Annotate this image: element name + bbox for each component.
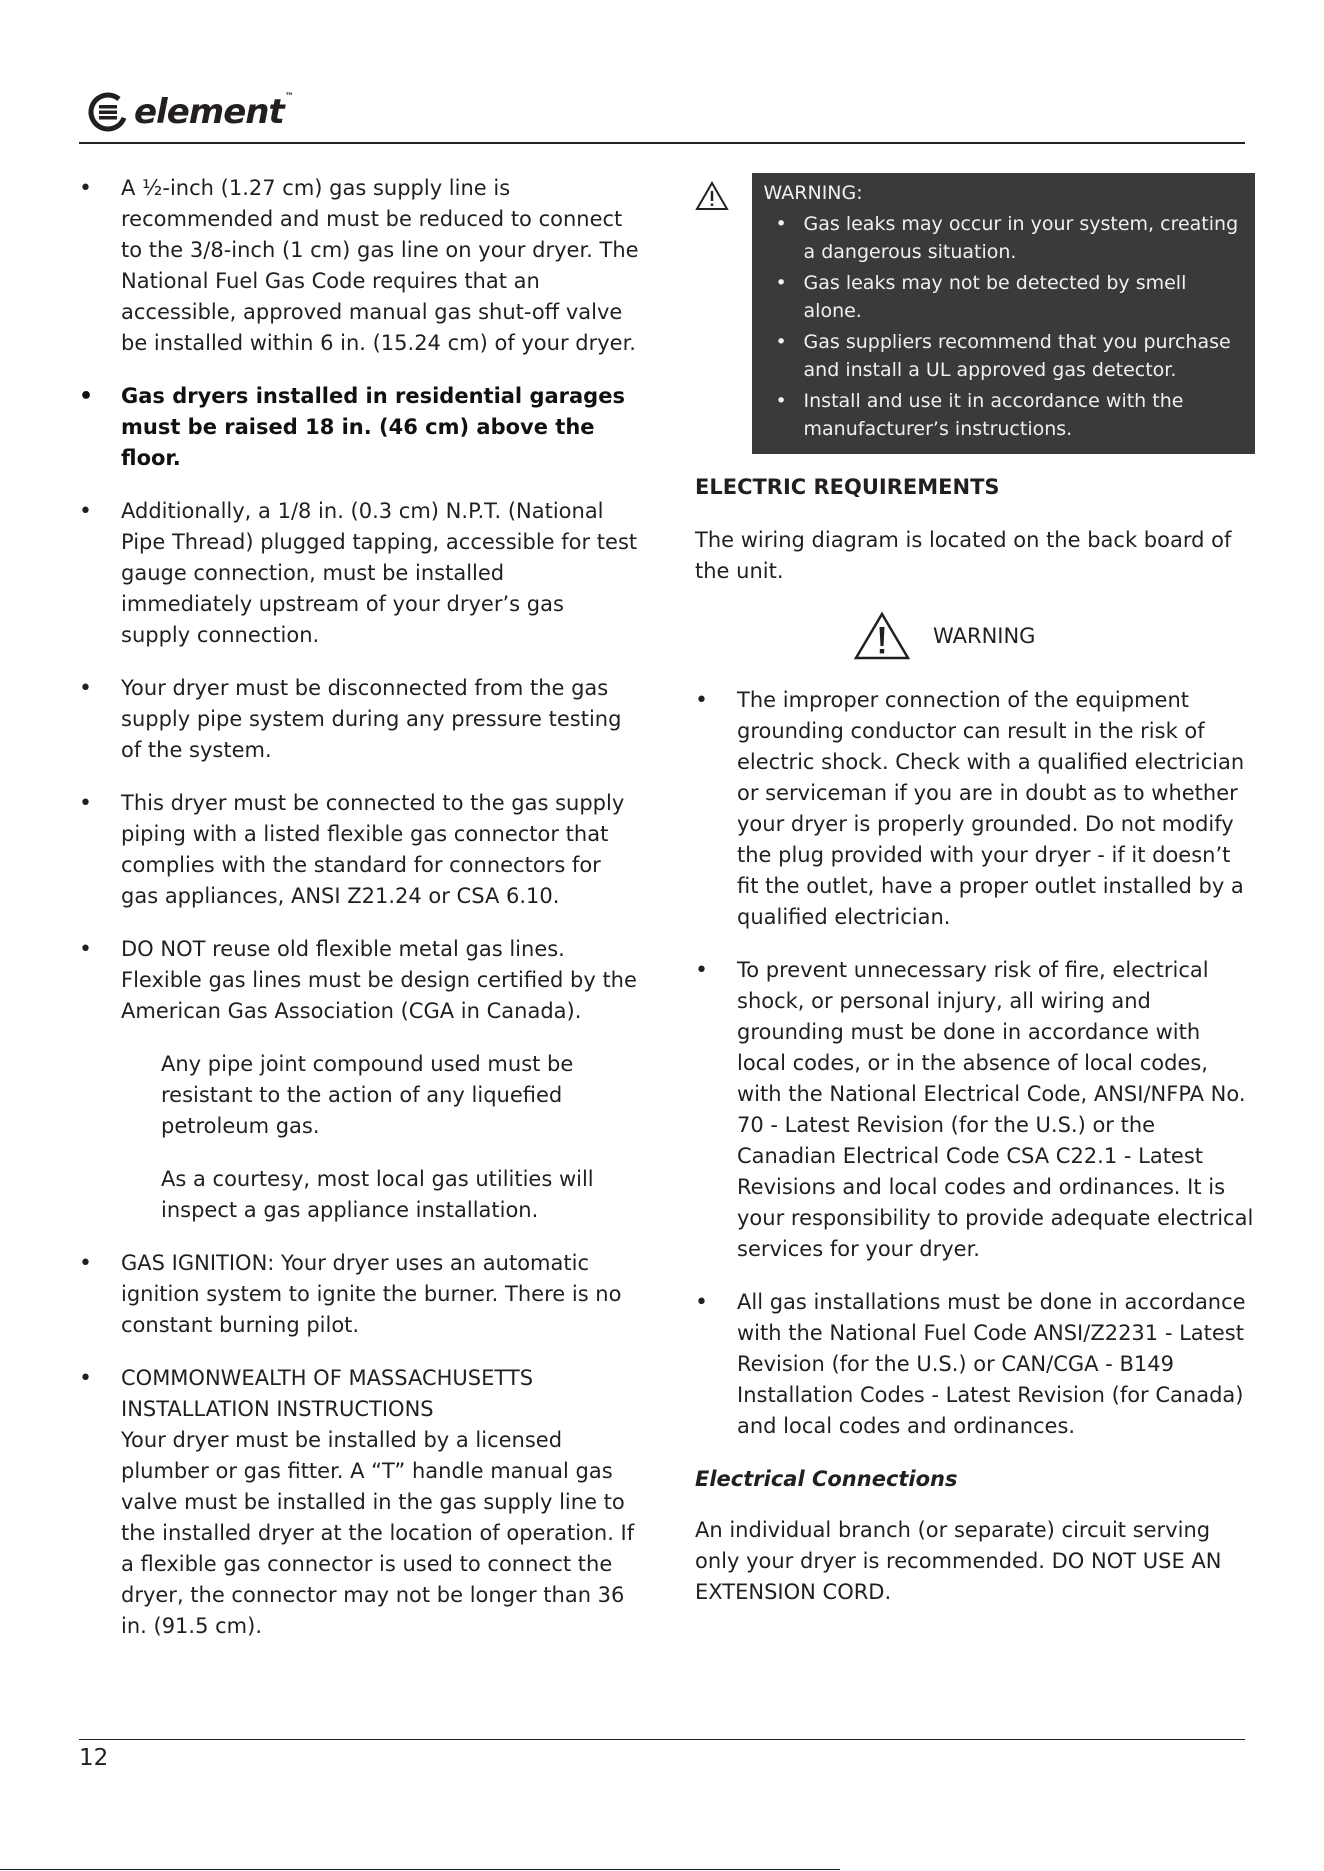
list-item-massachusetts [79, 1363, 639, 1642]
wiring-diagram-text: The wiring diagram is located on the back board of the unit. [695, 528, 1232, 583]
list-item: • DO NOT reuse old flexible metal gas lines. Flexible gas lines must be design certified by the American Gas Association (CGA in Canada). [79, 934, 639, 1027]
list-item: • Gas leaks may occur in your system, creating a dangerous situation. [764, 210, 1245, 266]
right-column [695, 173, 1255, 1630]
warning-box [752, 173, 1255, 454]
element-logo-icon [88, 92, 128, 132]
gas-warning [695, 173, 1255, 454]
list-item: • Additionally, a 1/8 in. (0.3 cm) N.P.T. (National Pipe Thread) plugged tapping, accessible for test gauge connection, must be installed immediately upstream of your dryer’s gas supply connection. [79, 496, 639, 651]
bottom-edge-line [0, 1869, 840, 1870]
logo-wordmark: element™ [134, 92, 293, 132]
list-item: • The improper connection of the equipment grounding conductor can result in the risk of electric shock. Check with a qualified electrician or serviceman if you are in doubt as to whether your dryer is properly grounded. Do not modify the plug provided with your dryer - if it doesn’t fit the outlet, have a proper outlet installed by a qualified electrician. [695, 685, 1255, 933]
header-divider [79, 142, 1245, 144]
warning-label: WARNING [933, 623, 1036, 648]
warning-box-list [764, 210, 1245, 443]
list-item: • This dryer must be connected to the gas supply piping with a listed flexible gas connector that complies with the standard for connectors for gas appliances, ANSI Z21.24 or CSA 6.10. [79, 788, 639, 912]
page-number: 12 [79, 1745, 109, 1771]
list-item: • Gas suppliers recommend that you purchase and install a UL approved gas detector. [764, 328, 1245, 384]
warning-box-title: WARNING: [763, 182, 863, 204]
warning-triangle-icon [853, 611, 911, 661]
indented-note: Any pipe joint compound used must be resistant to the action of any liquefied petroleum gas. [161, 1052, 574, 1138]
massachusetts-title: • COMMONWEALTH OF MASSACHUSETTS INSTALLATION INSTRUCTIONS [121, 1366, 534, 1421]
massachusetts-text: Your dryer must be installed by a licensed plumber or gas fitter. A “T” handle manual gas valve must be installed in the gas supply line to the installed dryer at the location of operation. If a flexible gas connector is used to connect the dryer, the connector may not be longer than 36 in. (91.5 cm). [121, 1428, 635, 1638]
warning-triangle-icon [695, 173, 752, 220]
list-item: • GAS IGNITION: Your dryer uses an automatic ignition system to ignite the burner. There is no constant burning pilot. [79, 1248, 639, 1341]
list-item: • Gas leaks may not be detected by smell alone. [764, 269, 1245, 325]
electric-requirements-list [695, 685, 1255, 1442]
list-item: • Install and use it in accordance with the manufacturer’s instructions. [764, 387, 1245, 443]
list-item: • To prevent unnecessary risk of fire, electrical shock, or personal injury, all wiring and grounding must be done in accordance with local codes, or in the absence of local codes, with the National Electrical Code, ANSI/NFPA No. 70 - Latest Revision (for the U.S.) or the Canadian Electrical Code CSA C22.1 - Latest Revisions and local codes and ordinances. It is your responsibility to provide adequate electrical services for your dryer. [695, 955, 1255, 1265]
brand-logo [88, 90, 293, 134]
gas-requirements-list-2 [79, 1248, 639, 1642]
list-item: • All gas installations must be done in accordance with the National Fuel Code ANSI/Z2231 - Latest Revision (for the U.S.) or CAN/CGA - B149 Installation Codes - Latest Revision (for Canada) and local codes and ordinances. [695, 1287, 1255, 1442]
indented-note: As a courtesy, most local gas utilities will inspect a gas appliance installation. [161, 1167, 594, 1222]
electric-warning [853, 609, 1255, 663]
list-item: • A ½-inch (1.27 cm) gas supply line is recommended and must be reduced to connect to the 3/8-inch (1 cm) gas line on your dryer. The National Fuel Gas Code requires that an accessible, approved manual gas shut-off valve be installed within 6 in. (15.24 cm) of your dryer. [79, 173, 639, 359]
gas-requirements-list [79, 173, 639, 1027]
footer-divider [79, 1739, 1245, 1740]
electrical-connections-heading: Electrical Connections [695, 1467, 958, 1491]
electrical-connections-text: An individual branch (or separate) circuit serving only your dryer is recommended. DO NOT USE AN EXTENSION CORD. [695, 1518, 1222, 1604]
left-column [79, 173, 639, 1664]
list-item: • Your dryer must be disconnected from the gas supply pipe system during any pressure testing of the system. [79, 673, 639, 766]
electric-requirements-heading: ELECTRIC REQUIREMENTS [695, 475, 1000, 499]
list-item-garage-warning: • Gas dryers installed in residential garages must be raised 18 in. (46 cm) above the floor. [79, 381, 639, 474]
